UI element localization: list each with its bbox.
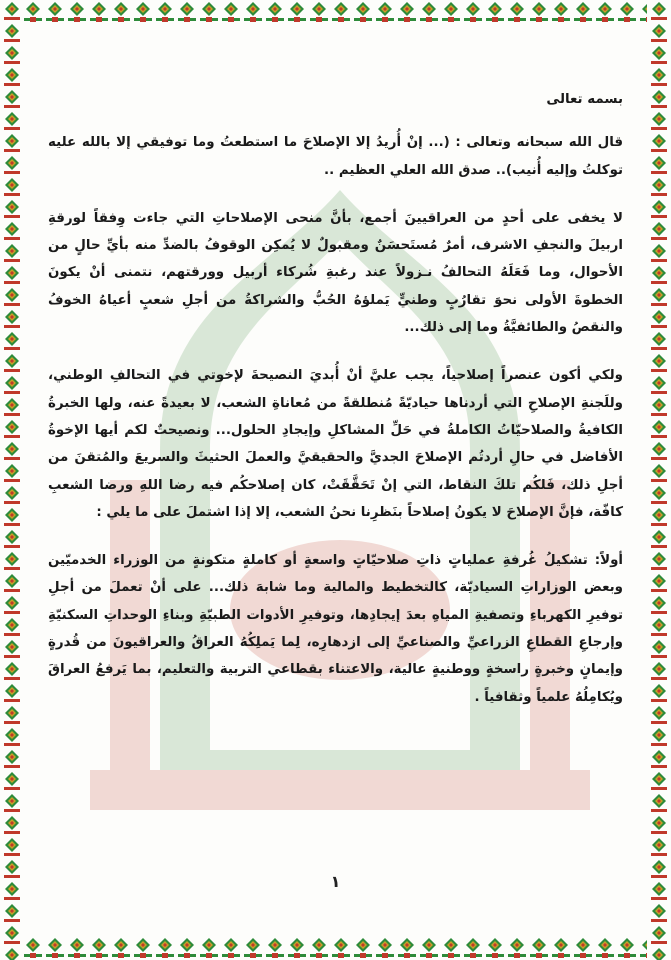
paragraph-intro: لا يخفى على أحدٍ من العراقيينَ أجمع، بأنَّ منحى الإصلاحاتِ التي جاءت وِفقاً لورقةِ اربيلَ والنجفِ الاشرف، أمرٌ مُستَحسَنٌ ومقبولٌ لا يُمكِن الوقوفُ بالضدِّ منه بأيِّ حالٍ من الأحوال، وما فَعَلَهُ التحالفُ نـزولاً عند رغبةِ شُركاء أربيل وورقتهم، نتمنى أنْ يكونَ الخطوةَ الأولى نحوَ تقارُبٍ وطنيٍّ يَملؤهُ الحُبُّ والشراكةُ من أجلِ شعبٍ أعياهُ الخوفُ والنقصُ والطائفيَّةُ وما إلى ذلك... (48, 210, 623, 336)
document-body (48, 86, 623, 732)
ornament-border-icon (647, 0, 671, 960)
top-ornament-border (0, 0, 671, 24)
ornament-border-icon (0, 0, 24, 960)
right-ornament-border (647, 0, 671, 960)
paragraph-quran-quote: قال الله سبحانه وتعالى : (... إنْ أُريدُ إلا الإصلاحَ ما استطعتُ وما توفيقي إلا بالله عليه توكلتُ وإليه أُنيب).. صدق الله العلي العظيم .. (48, 135, 623, 178)
bottom-ornament-border (0, 936, 671, 960)
left-ornament-border (0, 0, 24, 960)
basmala-heading: بسمه تعالى (546, 92, 623, 107)
ornament-border-icon (0, 936, 671, 960)
paragraph-advice: ولكي أكون عنصراً إصلاحياً، يجب عليَّ أنْ أُبديَ النصيحةَ لإخوتي في التحالفِ الوطني، وللَجنةِ الإصلاحِ التي أردناها حياديّةً مُنطلقةً من مُعاناةِ الشعب، لا بعيدةً عنه، ولها الخبرةُ الكافيةُ والصلاحيّاتُ الكاملةُ في حَلِّ المشاكلِ وإيجادِ الحلول... ونصيحتٌ لكم أيها الإخوةُ الأفاضل في حالِ أردتُم الإصلاحَ الجديَّ والحقيقيَّ والعملَ الحثيثَ والسريعَ والمُتقنَ من أجلِ ذلك، فَلكُم تلكَ النقاط، التي إنْ تَحَقَّقَتْ، كان إصلاحكُم فيه رضا اللهِ ورضا الشعبِ كافّة، فإنَّ الإصلاحَ لا يكونُ إصلاحاً بنَظرِنا نحنُ الشعب، إلا إذا اشتملَ على ما يلي : (48, 368, 623, 520)
paragraph-first-point: أولاً: تشكيلُ غُرفةِ عملياتٍ ذاتِ صلاحيّاتٍ واسعةٍ أو كاملةٍ متكونةٍ من الوزراء الخدميّين وبعض الوزاراتِ السياديّة، كالتخطيط والمالية وما شابهَ ذلك... على أنْ تعملَ من أجلِ توفيرِ الكهرباءِ وتصفيةِ المياهِ بعدَ إيجادِها، وتوفيرِ الأدوات الطبيّةِ وبناءِ الوحداتِ السكنيّةِ وإرجاعِ القطاعِ الزراعيِّ والصناعيِّ إلى ازدهارِه، لِما يَملِكُهُ العراقُ والعراقيونَ من قُدرةٍ وإيمانٍ وخبرةٍ راسخةٍ ووطنيةٍ عالية، والاعتناء بقطاعي التربية والتعليم، بما يَرفعُ العراقَ ويُكامِلُهُ علمياً وثقافياً . (48, 553, 623, 705)
ornament-border-icon (0, 0, 671, 24)
page-number: ١ (330, 872, 341, 891)
